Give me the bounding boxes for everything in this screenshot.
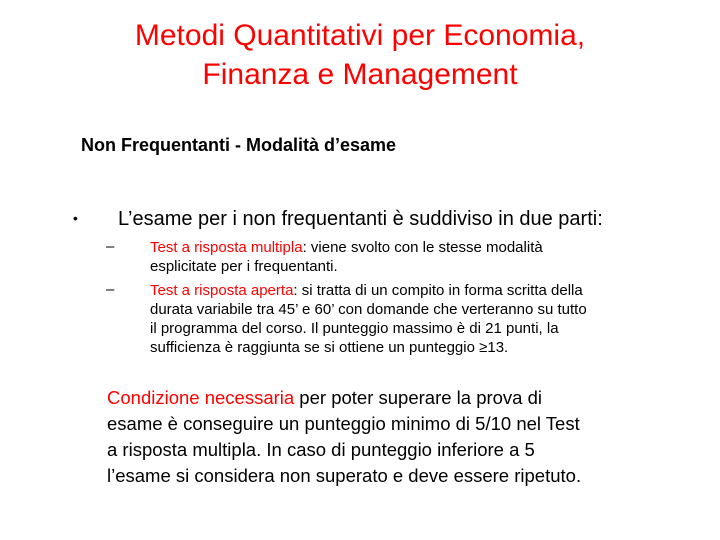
sub-bullet-line: durata variabile tra 45’ e 60’ con domande che verteranno su tutto: [150, 301, 587, 318]
slide-title: [0, 16, 720, 94]
main-bullet: [0, 205, 720, 233]
slide-title-line-1: Metodi Quantitativi per Economia,: [134, 19, 586, 52]
condition-line: [107, 385, 707, 411]
sub-bullet-line: [150, 281, 690, 300]
sub-bullet-line-rest: : si tratta di un compito in forma scritta della: [293, 282, 583, 299]
condition-line: esame è conseguire un punteggio minimo di 5/10 nel Test: [107, 413, 580, 434]
sub-bullet-line: sufficienza è raggiunta se si ottiene un punteggio ≥13.: [150, 339, 509, 356]
slide-title-line-2: Finanza e Management: [202, 58, 518, 91]
highlight-term: Test a risposta multipla: [150, 239, 303, 256]
section-subtitle: Non Frequentanti - Modalità d’esame: [81, 135, 397, 155]
condition-paragraph: [107, 385, 707, 489]
main-bullet-text: L’esame per i non frequentanti è suddiviso in due parti:: [118, 208, 603, 230]
bullet-marker: •: [73, 210, 78, 226]
condition-line: l’esame si considera non superato e deve essere ripetuto.: [107, 465, 582, 486]
sub-bullet-text: [150, 281, 690, 357]
dash-marker: –: [106, 281, 115, 298]
sub-bullet-line: esplicitate per i frequentanti.: [150, 258, 338, 275]
condition-line: a risposta multipla. In caso di punteggio inferiore a 5: [107, 439, 535, 460]
sub-bullet-line: [150, 238, 690, 257]
sub-bullet-line: il programma del corso. Il punteggio massimo è di 21 punti, la: [150, 320, 559, 337]
condition-highlight: Condizione necessaria: [107, 387, 295, 408]
highlight-term: Test a risposta aperta: [150, 282, 294, 299]
sub-bullet-text: [150, 238, 690, 276]
sub-bullet-line-rest: : viene svolto con le stesse modalità: [302, 239, 543, 256]
condition-line-rest: per poter superare la prova di: [294, 387, 543, 408]
dash-marker: –: [106, 238, 115, 255]
